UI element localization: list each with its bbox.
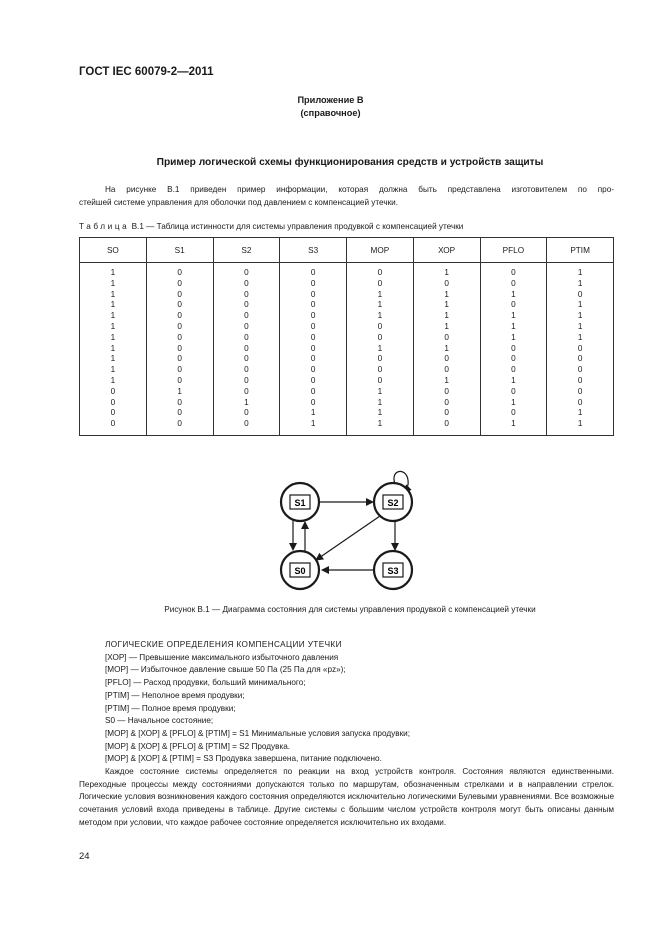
appendix-title: Приложение В	[297, 95, 364, 105]
table-cell: 1	[377, 289, 383, 299]
table-cell: 0	[377, 332, 383, 342]
table-cell: 1	[110, 343, 116, 353]
table-cell: 1	[511, 397, 516, 407]
table-cell: 0	[310, 354, 316, 364]
table-cell: 0	[577, 343, 583, 353]
table-cell: 1	[444, 311, 449, 321]
table-cell: 0	[444, 332, 449, 342]
table-cell: 0	[177, 278, 182, 288]
table-cell: 0	[377, 354, 383, 364]
table-cell: 1	[444, 268, 449, 277]
table-cell: 1	[110, 268, 116, 277]
table-cell: 0	[177, 268, 182, 277]
table-cell: 0	[444, 365, 449, 375]
table-cell: 0	[244, 321, 249, 331]
table-cell: 1	[110, 321, 116, 331]
table-cell: 0	[310, 375, 316, 385]
table-cell: 0	[244, 268, 249, 277]
table-cell: 1	[110, 278, 116, 288]
definitions-paragraph: Каждое состояние системы определяется по реакции на вход устройств контроля. Состояния являются единственными. Переходные процессы между состояниями допускаются только по маршрутам, обозначенным стрелками и в направлении стрелок. Логические условия возникновения каждого состояния определяются исключительно логическими Булевыми уравнениями. Все возможные сочетания условий входа приведены в таблице. Другие системы с большим числом устройств контроля могут быть описаны данным методом при условии, что каждое рабочее состояние определяется исключительно их входами.	[79, 767, 614, 827]
table-cell: 0	[177, 408, 182, 418]
table-cell: 1	[377, 343, 383, 353]
definition-item: [PTIM] — Неполное время продувки;	[105, 690, 245, 700]
table-cell: 0	[110, 419, 116, 429]
col-header-s2: S2	[213, 238, 280, 263]
figure-caption: Рисунок В.1 — Диаграмма состояния для системы управления продувкой с компенсацией утечки	[164, 605, 536, 614]
col-values-ptim	[547, 263, 614, 436]
table-cell: 0	[177, 354, 182, 364]
table-cell: 1	[310, 408, 316, 418]
table-cell: 1	[110, 289, 116, 299]
table-cell: 0	[177, 321, 182, 331]
table-cell: 0	[511, 365, 516, 375]
col-header-ptim: PTIM	[547, 238, 614, 263]
definition-item: [МОР] & [ХОР] & [PFLO] & [PTIM] = S2 Продувка.	[105, 741, 291, 751]
table-cell: 1	[511, 419, 516, 429]
table-cell: 0	[310, 311, 316, 321]
table-cell: 1	[577, 268, 583, 277]
appendix-heading	[0, 94, 661, 120]
table-cell: 0	[177, 365, 182, 375]
table-cell: 1	[577, 408, 583, 418]
table-cell: 1	[110, 354, 116, 364]
col-header-pflo: PFLO	[480, 238, 547, 263]
table-cell: 0	[511, 343, 516, 353]
table-cell: 1	[577, 321, 583, 331]
table-cell: 0	[377, 321, 383, 331]
table-cell: 0	[177, 397, 182, 407]
table-cell: 0	[577, 289, 583, 299]
section-title: Пример логической схемы функционирования средств и устройств защиты	[156, 157, 544, 168]
intro-line-1: На рисунке В.1 приведен пример информации, которая должна быть представлена изготовителем по про-	[105, 185, 614, 194]
table-cell: 0	[244, 332, 249, 342]
table-caption-text: В.1 — Таблица истинности для системы управления продувкой с компенсацией утечки	[129, 222, 464, 231]
table-caption-label: Таблица	[79, 222, 130, 231]
table-cell: 0	[577, 354, 583, 364]
table-cell: 1	[110, 311, 116, 321]
definition-item: S0 — Начальное состояние;	[105, 716, 214, 726]
table-cell: 0	[377, 278, 383, 288]
table-cell: 0	[377, 375, 383, 385]
table-cell: 1	[511, 375, 516, 385]
col-values-s2	[213, 263, 280, 436]
table-cell: 0	[310, 300, 316, 310]
table-cell: 0	[110, 408, 116, 418]
state-s0	[281, 551, 319, 589]
col-values-xop	[413, 263, 480, 436]
table-cell: 0	[310, 397, 316, 407]
table-cell: 0	[310, 365, 316, 375]
table-cell: 1	[177, 386, 182, 396]
table-cell: 0	[511, 268, 516, 277]
table-cell: 0	[244, 343, 249, 353]
table-caption	[79, 222, 463, 231]
table-cell: 1	[110, 300, 116, 310]
table-cell: 0	[244, 300, 249, 310]
intro-line-2: стейшей системе управления для оболочки под давлением с компенсацией утечки.	[79, 197, 399, 207]
table-cell: 1	[444, 300, 449, 310]
table-cell: 0	[244, 365, 249, 375]
table-cell: 0	[177, 300, 182, 310]
table-cell: 0	[444, 397, 449, 407]
col-values-pflo	[480, 263, 547, 436]
table-cell: 1	[444, 375, 449, 385]
col-values-s3	[280, 263, 347, 436]
table-cell: 0	[444, 408, 449, 418]
table-cell: 1	[444, 321, 449, 331]
table-cell: 1	[377, 397, 383, 407]
definition-item: [ХОР] — Превышение максимального избыточного давления	[105, 652, 339, 662]
table-cell: 0	[310, 321, 316, 331]
table-cell: 1	[577, 278, 583, 288]
table-cell: 1	[377, 419, 383, 429]
table-cell: 0	[310, 278, 316, 288]
col-header-mop: МОР	[347, 238, 414, 263]
table-cell: 1	[511, 321, 516, 331]
table-cell: 0	[177, 375, 182, 385]
state-diagram	[260, 462, 420, 592]
table-cell: 1	[577, 332, 583, 342]
definition-item: [МОР] & [ХОР] & [PFLO] & [PTIM] = S1 Минимальные условия запуска продувки;	[105, 728, 410, 738]
table-cell: 1	[110, 365, 116, 375]
table-cell: 0	[511, 408, 516, 418]
table-cell: 1	[377, 300, 383, 310]
table-cell: 0	[577, 365, 583, 375]
table-cell: 0	[444, 354, 449, 364]
page-number: 24	[79, 851, 90, 862]
col-header-s1: S1	[146, 238, 213, 263]
table-cell: 1	[377, 311, 383, 321]
table-cell: 0	[244, 419, 249, 429]
table-cell: 0	[177, 289, 182, 299]
table-cell: 0	[310, 289, 316, 299]
truth-table-header-row	[80, 238, 614, 263]
table-cell: 0	[511, 354, 516, 364]
table-cell: 0	[377, 268, 383, 277]
intro-paragraph	[79, 184, 614, 209]
table-cell: 0	[511, 278, 516, 288]
appendix-subtitle: (справочное)	[300, 108, 361, 118]
definition-item: [PTIM] — Полное время продувки;	[105, 703, 236, 713]
table-cell: 1	[577, 300, 583, 310]
table-cell: 0	[244, 354, 249, 364]
table-cell: 1	[511, 311, 516, 321]
table-cell: 0	[110, 397, 116, 407]
table-cell: 0	[511, 386, 516, 396]
state-s3	[374, 551, 412, 589]
table-cell: 1	[511, 332, 516, 342]
col-values-so	[80, 263, 147, 436]
table-cell: 0	[310, 268, 316, 277]
table-cell: 0	[444, 419, 449, 429]
truth-table	[79, 237, 614, 436]
definition-item: [МОР] & [ХОР] & [PTIM] = S3 Продувка завершена, питание подключено.	[105, 754, 382, 764]
state-s2-label: S2	[387, 498, 399, 508]
table-cell: 0	[244, 386, 249, 396]
table-cell: 0	[511, 300, 516, 310]
table-cell: 0	[577, 375, 583, 385]
state-s1-label: S1	[294, 498, 306, 508]
document-code: ГОСТ IEC 60079-2—2011	[79, 66, 214, 78]
definitions-block	[79, 639, 614, 830]
table-cell: 0	[244, 408, 249, 418]
table-cell: 0	[310, 386, 316, 396]
table-cell: 1	[577, 311, 583, 321]
table-cell: 1	[110, 332, 116, 342]
table-cell: 1	[577, 419, 583, 429]
table-cell: 1	[244, 397, 249, 407]
table-cell: 0	[444, 386, 449, 396]
table-cell: 0	[177, 332, 182, 342]
table-cell: 0	[177, 311, 182, 321]
state-s1	[281, 483, 319, 521]
table-cell: 0	[444, 278, 449, 288]
truth-table-body	[80, 263, 614, 436]
table-cell: 0	[577, 397, 583, 407]
state-s2	[374, 483, 412, 521]
table-cell: 0	[110, 386, 116, 396]
table-cell: 0	[177, 419, 182, 429]
table-cell: 0	[244, 311, 249, 321]
table-cell: 1	[377, 408, 383, 418]
definition-item: [PFLO] — Расход продувки, больший минимального;	[105, 678, 306, 688]
table-cell: 0	[577, 386, 583, 396]
table-cell: 0	[244, 289, 249, 299]
table-cell: 0	[244, 375, 249, 385]
table-cell: 0	[177, 343, 182, 353]
table-cell: 1	[444, 289, 449, 299]
col-values-mop	[347, 263, 414, 436]
state-s3-label: S3	[387, 566, 399, 576]
definition-item: [МОР] — Избыточное давление свыше 50 Па (25 Па для «pz»);	[105, 665, 346, 675]
arrow-s2-s0	[316, 516, 380, 560]
col-header-s3: S3	[280, 238, 347, 263]
col-header-so: SO	[80, 238, 147, 263]
definitions-heading: ЛОГИЧЕСКИЕ ОПРЕДЕЛЕНИЯ КОМПЕНСАЦИИ УТЕЧКИ	[105, 640, 342, 649]
col-values-s1	[146, 263, 213, 436]
table-cell: 1	[444, 343, 449, 353]
table-cell: 1	[310, 419, 316, 429]
table-cell: 0	[244, 278, 249, 288]
table-cell: 1	[511, 289, 516, 299]
table-cell: 1	[110, 375, 116, 385]
table-cell: 0	[310, 343, 316, 353]
table-cell: 1	[377, 386, 383, 396]
table-cell: 0	[310, 332, 316, 342]
col-header-xop: ХОР	[413, 238, 480, 263]
table-cell: 0	[377, 365, 383, 375]
state-s0-label: S0	[294, 566, 306, 576]
